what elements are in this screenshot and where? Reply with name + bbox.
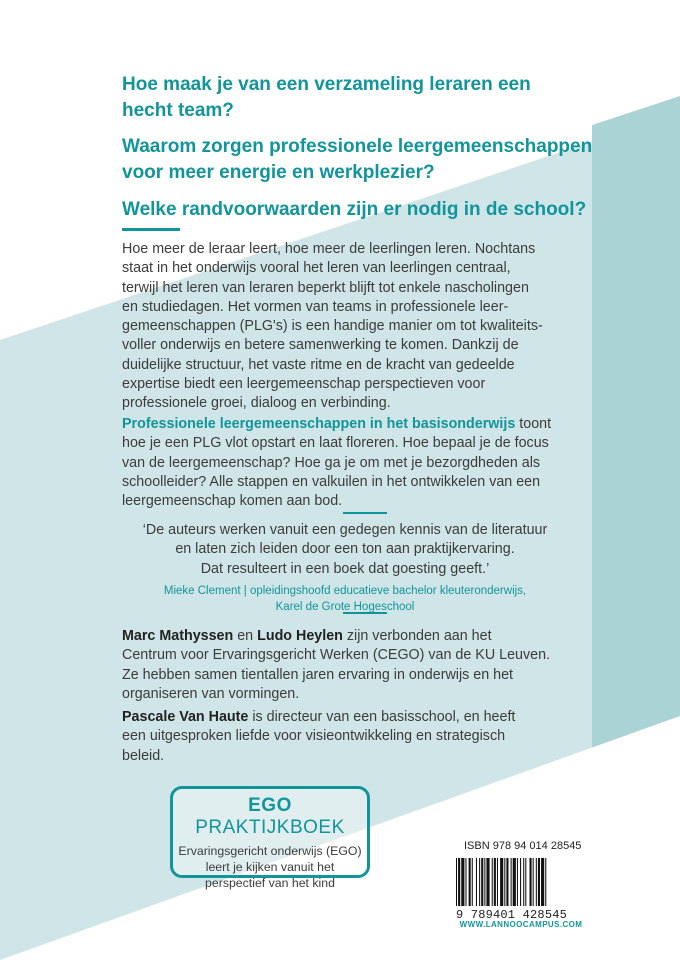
- intro-line: en studiedagen. Het vormen van teams in professionele leer-: [122, 298, 509, 315]
- title-rule: [122, 228, 180, 231]
- quote-rule-top: [343, 512, 387, 514]
- testimonial-quote: [110, 521, 580, 615]
- barcode-bar: [484, 858, 485, 906]
- book-line: van de leergemeenschap? Hoe ga je om met je bezorgdheden als: [122, 454, 541, 471]
- book-line: schoolleider? Alle stappen en valkuilen in het ontwikkelen van een: [122, 473, 541, 490]
- quote-rule-bottom: [343, 612, 387, 614]
- barcode-bar: [472, 858, 473, 906]
- barcode-bar: [513, 858, 516, 906]
- author-name: Pascale Van Haute: [122, 709, 249, 725]
- barcode-bar: [533, 858, 534, 906]
- question-1: [122, 72, 622, 124]
- intro-line: Hoe meer de leraar leert, hoe meer de leerlingen leren. Nochtans: [122, 241, 536, 257]
- question-2: [122, 134, 622, 186]
- barcode-bar: [511, 858, 512, 906]
- author-line: Ze hebben samen tientallen jaren ervaring in onderwijs en het: [122, 666, 514, 683]
- book-line: leergemeenschap komen aan bod.: [122, 493, 343, 510]
- intro-line: professionele groei, dialoog en verbinding.: [122, 395, 391, 412]
- barcode-bar: [536, 858, 537, 906]
- barcode-bar: [486, 858, 489, 906]
- ego-line: leert je kijken vanuit het: [205, 860, 335, 874]
- barcode-bars: [454, 858, 588, 908]
- intro-line: staat in het onderwijs vooral het leren van leerlingen centraal,: [122, 260, 511, 277]
- author-line: Centrum voor Ervaringsgericht Werken (CEGO) van de KU Leuven.: [122, 647, 551, 664]
- author-line: beleid.: [122, 747, 165, 764]
- isbn-label: ISBN 978 94 014 28545: [464, 840, 582, 852]
- ego-title-bold: EGO: [248, 795, 292, 816]
- ego-badge-title: [173, 795, 367, 839]
- author-connector: en: [233, 628, 258, 644]
- barcode-bar: [461, 858, 464, 906]
- ego-title-light: PRAKTIJKBOEK: [195, 817, 345, 838]
- author-name: Marc Mathyssen: [122, 628, 234, 644]
- barcode-bar: [541, 858, 544, 906]
- ego-line: perspectief van het kind: [205, 876, 335, 890]
- barcode-bar: [476, 858, 477, 906]
- barcode-bar: [492, 858, 493, 906]
- barcode-bar: [525, 858, 526, 906]
- intro-line: duidelijke structuur, het vaste ritme en de kracht van gedeelde: [122, 356, 515, 373]
- quote-line: en laten zich leiden door een ton aan praktijkervaring.: [175, 541, 515, 558]
- author-line: organiseren van vormingen.: [122, 685, 300, 702]
- barcode-bar: [506, 858, 508, 906]
- barcode-bar: [520, 858, 521, 906]
- quote-attribution: [110, 583, 580, 615]
- question-2-line-1: Waarom zorgen professionele leergemeenschappen: [122, 136, 593, 157]
- barcode-bar: [465, 858, 466, 906]
- intro-line: gemeenschappen (PLG's) is een handige manier om tot kwaliteits-: [122, 318, 543, 335]
- attribution-line: Karel de Grote Hogeschool: [275, 600, 415, 613]
- intro-line: voller onderwijs en betere samenwerking te komen. Dankzij de: [122, 337, 519, 354]
- author-line: een uitgesproken liefde voor visieontwikkeling en strategisch: [122, 728, 506, 745]
- barcode-bar: [458, 858, 460, 906]
- barcode-bar: [497, 858, 498, 906]
- publisher-website: WWW.LANNOOCAMPUS.COM: [459, 920, 583, 929]
- question-1-line-2: hecht team?: [122, 100, 234, 121]
- book-line-rest: toont: [515, 416, 552, 432]
- intro-line: terwijl het leren van leraren beperkt blijft tot enkele nascholingen: [122, 279, 529, 296]
- barcode-bar: [500, 858, 503, 906]
- barcode-bar: [504, 858, 505, 906]
- intro-line: expertise biedt een leergemeenschap perspectieven voor: [122, 376, 486, 393]
- barcode-bar: [494, 858, 496, 906]
- quote-text: [110, 521, 580, 579]
- question-3: [122, 197, 622, 223]
- question-1-line-1: Hoe maak je van een verzameling leraren een: [122, 74, 531, 95]
- barcode-bar: [481, 858, 483, 906]
- barcode-bar: [469, 858, 471, 906]
- book-title: Professionele leergemeenschappen in het basisonderwijs: [122, 416, 516, 432]
- barcode-bar: [530, 858, 532, 906]
- barcode-bar: [523, 858, 524, 906]
- ego-badge-description: [173, 843, 367, 891]
- barcode-digits: 9 789401 428545: [456, 908, 568, 922]
- author-line-rest: is directeur van een basisschool, en heeft: [248, 709, 516, 725]
- book-line: hoe je een PLG vlot opstart en laat floreren. Hoe bepaal je de focus: [122, 435, 549, 452]
- book-paragraph: [122, 415, 592, 511]
- authors-paragraph-2: [122, 708, 592, 766]
- attribution-line: Mieke Clement | opleidingshoofd educatieve bachelor kleuteronderwijs,: [163, 584, 527, 597]
- intro-paragraph: [122, 240, 592, 414]
- author-name: Ludo Heylen: [257, 628, 343, 644]
- question-2-line-2: voor meer energie en werkplezier?: [122, 162, 435, 183]
- author-line-rest: zijn verbonden aan het: [342, 628, 492, 644]
- barcode-bar: [479, 858, 480, 906]
- barcode-bar: [456, 858, 457, 906]
- quote-line: ‘De auteurs werken vanuit een gedegen kennis van de literatuur: [142, 522, 548, 538]
- barcode-bar: [538, 858, 540, 906]
- ego-line: Ervaringsgericht onderwijs (EGO): [178, 844, 362, 858]
- barcode-bar: [517, 858, 518, 906]
- quote-line: Dat resulteert in een boek dat goesting geeft.’: [200, 560, 490, 577]
- question-3-line-1: Welke randvoorwaarden zijn er nodig in de school?: [122, 199, 587, 220]
- barcode-bar: [545, 858, 546, 906]
- authors-paragraph-1: [122, 627, 592, 704]
- ego-praktijkboek-badge: [170, 786, 370, 890]
